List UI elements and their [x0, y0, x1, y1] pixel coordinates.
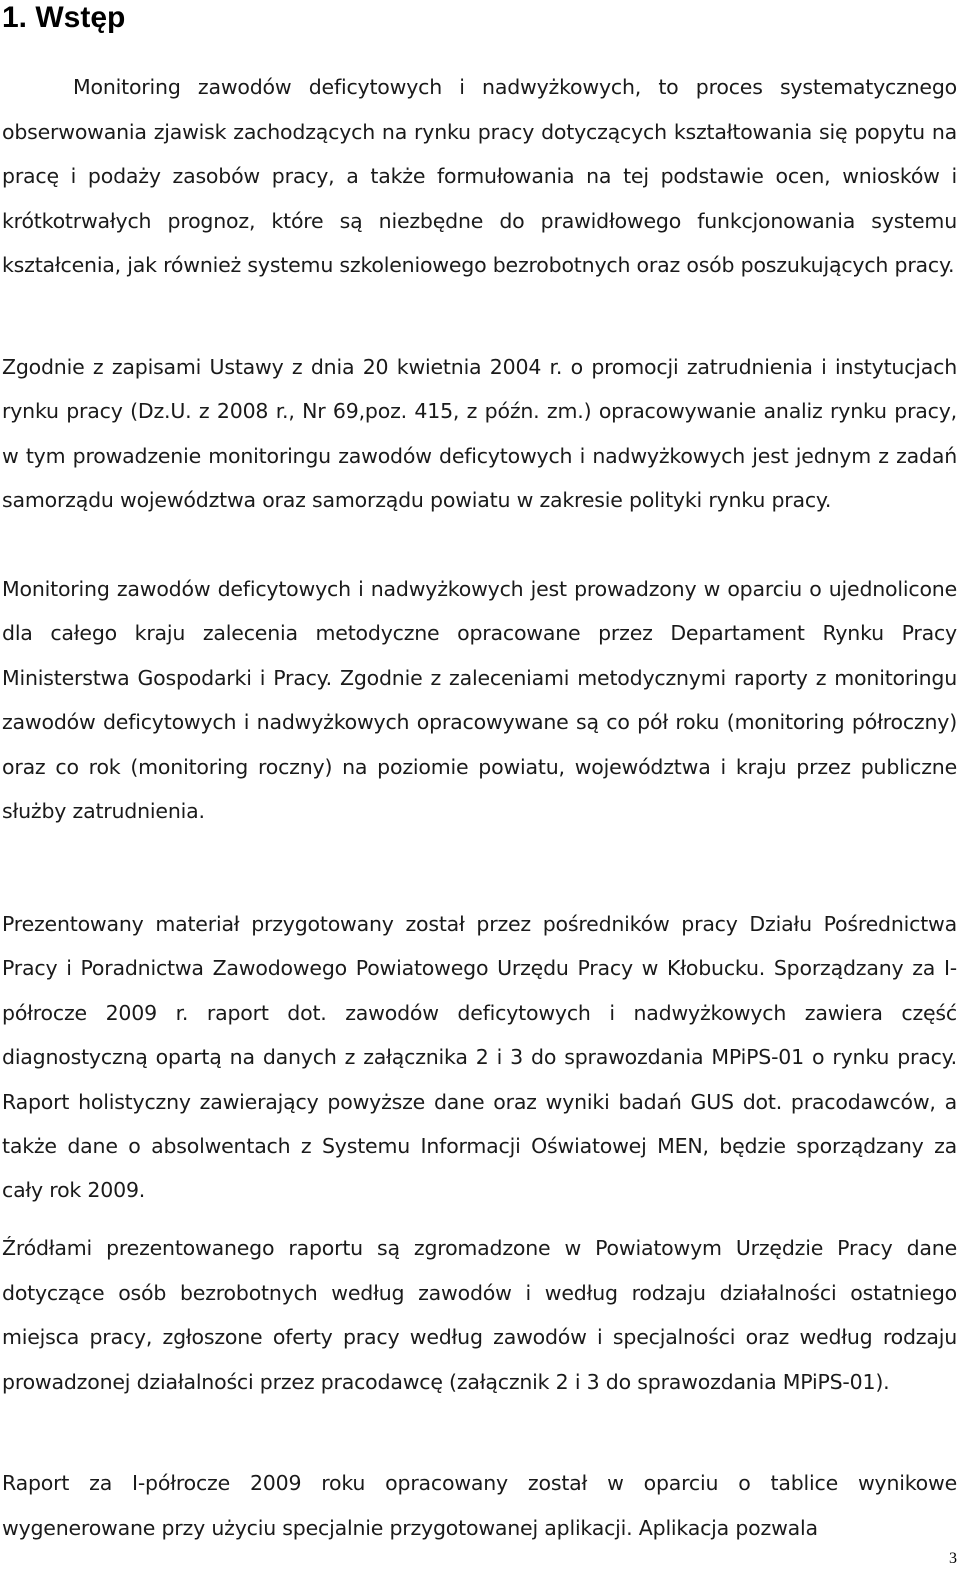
page-number: 3	[949, 1550, 957, 1567]
paragraph-legal-basis: Zgodnie z zapisami Ustawy z dnia 20 kwietnia 2004 r. o promocji zatrudnienia i instytucjach rynku pracy (Dz.U. z 2008 r., Nr 69,poz. 415, z późn. zm.) opracowywanie analiz rynku pracy, w tym prowadzenie monitoringu zawodów deficytowych i nadwyżkowych jest jednym z zadań samorządu województwa oraz samorządu powiatu w zakresie polityki rynku pracy.	[2, 355, 957, 513]
paragraph-monitoring-definition: Monitoring zawodów deficytowych i nadwyżkowych, to proces systematycznego obserwowania zjawisk zachodzących na rynku pracy dotyczących kształtowania się popytu na pracę i podaży zasobów pracy, a także formułowania na tej podstawie ocen, wniosków i krótkotrwałych prognoz, które są niezbędne do prawidłowego funkcjonowania systemu kształcenia, jak również systemu szkoleniowego bezrobotnych oraz osób poszukujących pracy.	[2, 75, 957, 278]
paragraph-application: Raport za I-półrocze 2009 roku opracowany został w oparciu o tablice wynikowe wygenerowane przy użyciu specjalnie przygotowanej aplikacji. Aplikacja pozwala	[2, 1471, 957, 1540]
paragraph-methodology: Monitoring zawodów deficytowych i nadwyżkowych jest prowadzony w oparciu o ujednolicone dla całego kraju zalecenia metodyczne opracowane przez Departament Rynku Pracy Ministerstwa Gospodarki i Pracy. Zgodnie z zaleceniami metodycznymi raporty z monitoringu zawodów deficytowych i nadwyżkowych opracowywane są co pół roku (monitoring półroczny) oraz co rok (monitoring roczny) na poziomie powiatu, województwa i kraju przez publiczne służby zatrudnienia.	[2, 577, 957, 824]
section-heading: 1. Wstęp	[2, 1, 126, 34]
paragraph-data-sources: Źródłami prezentowanego raportu są zgromadzone w Powiatowym Urzędzie Pracy dane dotyczące osób bezrobotnych według zawodów i według rodzaju działalności ostatniego miejsca pracy, zgłoszone oferty pracy według zawodów i specjalności oraz według rodzaju prowadzonej działalności przez pracodawcę (załącznik 2 i 3 do sprawozdania MPiPS-01).	[2, 1236, 957, 1394]
paragraph-material-description: Prezentowany materiał przygotowany został przez pośredników pracy Działu Pośrednictwa Pracy i Poradnictwa Zawodowego Powiatowego Urzędu Pracy w Kłobucku. Sporządzany za I-półrocze 2009 r. raport dot. zawodów deficytowych i nadwyżkowych zawiera część diagnostyczną opartą na danych z załącznika 2 i 3 do sprawozdania MPiPS-01 o rynku pracy. Raport holistyczny zawierający powyższe dane oraz wyniki badań GUS dot. pracodawców, a także dane o absolwentach z Systemu Informacji Oświatowej MEN, będzie sporządzany za cały rok 2009.	[2, 912, 957, 1203]
